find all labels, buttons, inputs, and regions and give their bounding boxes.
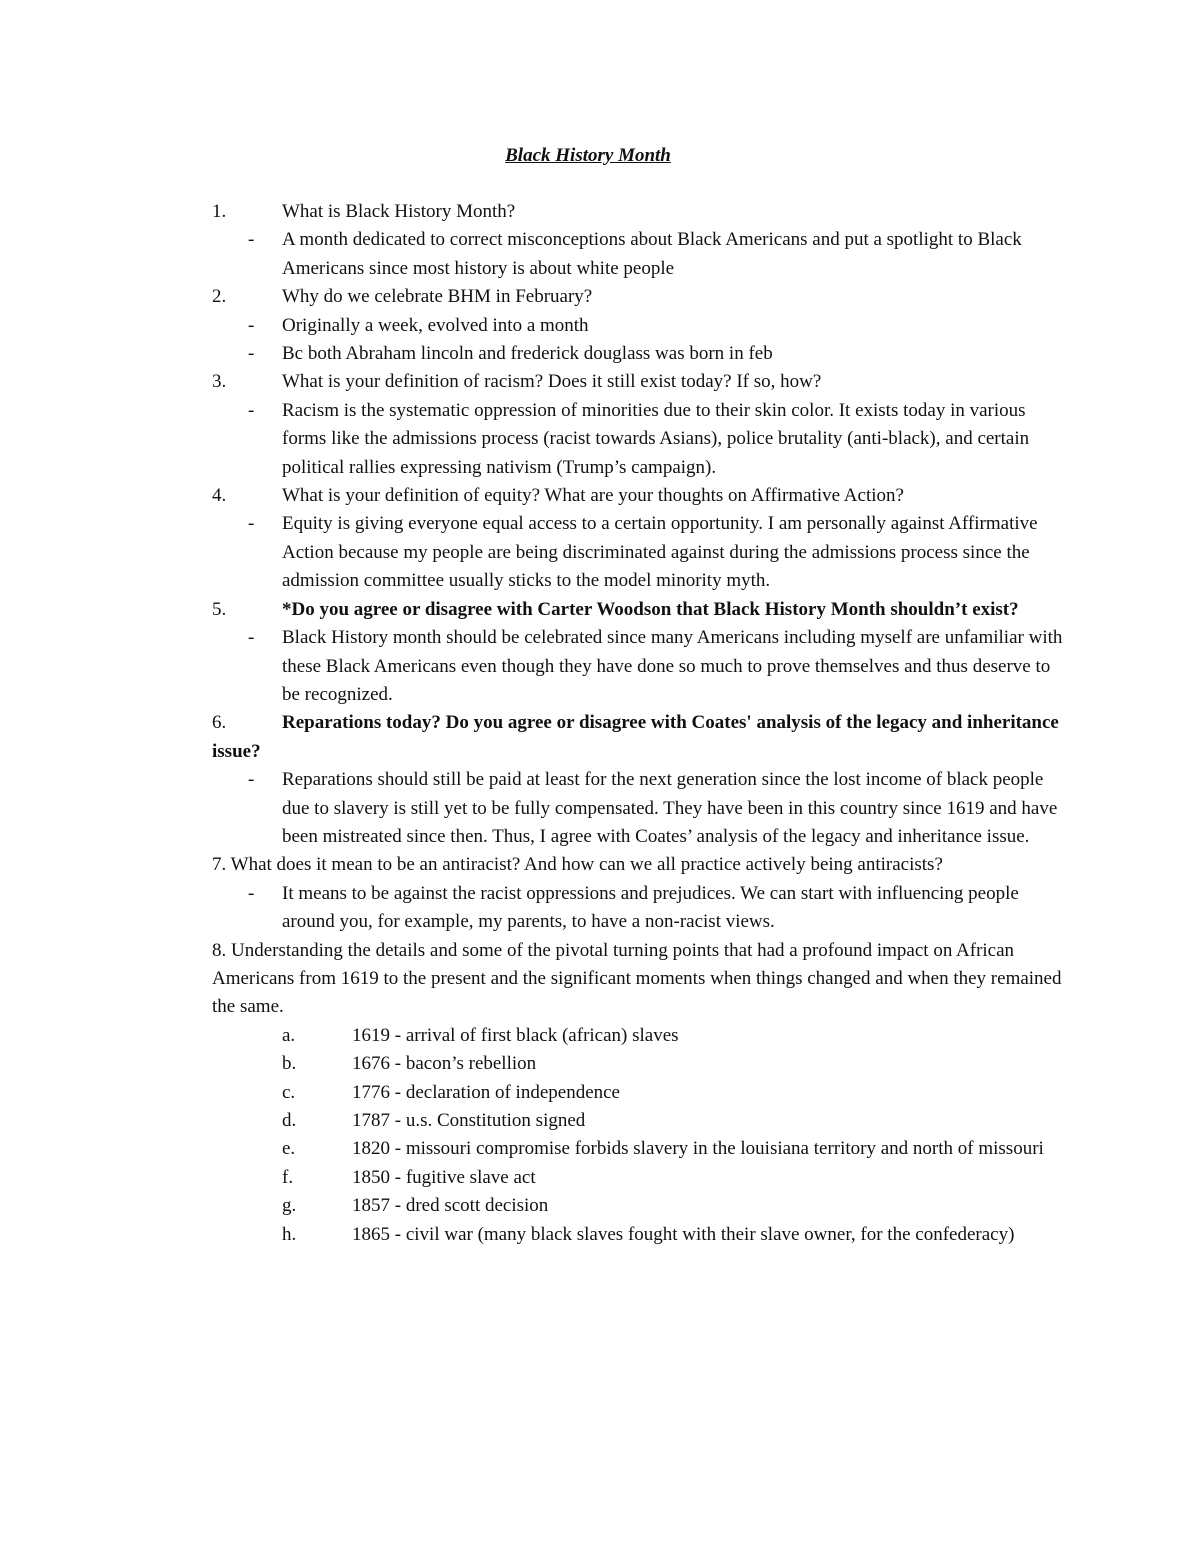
bullet-dash: - xyxy=(248,343,255,365)
question-text: Reparations today? Do you agree or disagree with Coates' analysis of the legacy and inheritance issue? xyxy=(212,712,1059,762)
bullet-dash: - xyxy=(248,314,255,336)
answer-1 xyxy=(212,226,1068,283)
question-3 xyxy=(212,368,1068,396)
item-text: 1865 - civil war (many black slaves fought with their slave owner, for the confederacy) xyxy=(352,1223,1015,1245)
answer-text: Equity is giving everyone equal access to a certain opportunity. I am personally against Affirmative Action because my people are being discriminated against during the admissions process since the admission committee usually sticks to the model minority myth. xyxy=(282,513,1038,592)
question-text: What is Black History Month? xyxy=(282,201,516,222)
item-text: 1776 - declaration of independence xyxy=(352,1081,620,1103)
timeline-item xyxy=(212,1107,1068,1135)
question-6 xyxy=(212,709,1068,766)
item-text: 1787 - u.s. Constitution signed xyxy=(352,1110,586,1131)
question-2 xyxy=(212,283,1068,311)
timeline-item xyxy=(212,1022,1068,1050)
item-letter: f. xyxy=(282,1166,294,1188)
question-number: 1. xyxy=(212,201,227,222)
question-text: Why do we celebrate BHM in February? xyxy=(282,286,593,308)
item-text: 1857 - dred scott decision xyxy=(352,1195,549,1217)
bullet-dash: - xyxy=(248,769,255,791)
question-number: 3. xyxy=(212,371,227,393)
question-5 xyxy=(212,596,1068,624)
bullet-dash: - xyxy=(248,399,255,421)
answer-text: Reparations should still be paid at least for the next generation since the lost income of black people due to slavery is still yet to be fully compensated. They have been in this country since 1619 and have been mistreated since then. Thus, I agree with Coates’ analysis of the legacy and inheritance issue. xyxy=(282,769,1058,847)
timeline-list xyxy=(212,1022,1068,1249)
item-text: 1676 - bacon’s rebellion xyxy=(352,1053,537,1075)
item-letter: h. xyxy=(282,1223,297,1245)
answer-2b xyxy=(212,340,1068,368)
question-number: 6. xyxy=(212,712,227,734)
answer-6 xyxy=(212,766,1068,851)
timeline-item xyxy=(282,1221,1068,1249)
answer-3 xyxy=(212,397,1068,482)
document-title: Black History Month xyxy=(505,145,671,166)
answer-text: A month dedicated to correct misconceptions about Black Americans and put a spotlight to Black Americans since most history is about white people xyxy=(282,229,1022,279)
answer-text: Racism is the systematic oppression of minorities due to their skin color. It exists today in various forms like the admissions process (racist towards Asians), police brutality (anti-black), and certain political rallies expressing nativism (Trump’s campaign). xyxy=(282,399,1030,478)
timeline-item xyxy=(212,1164,1068,1192)
question-number: 2. xyxy=(212,286,227,308)
answer-text: Originally a week, evolved into a month xyxy=(282,314,589,336)
item-letter: g. xyxy=(282,1195,297,1217)
item-letter: b. xyxy=(282,1053,297,1075)
timeline-item xyxy=(212,1079,1068,1107)
bullet-dash: - xyxy=(248,627,255,649)
answer-text: Bc both Abraham lincoln and frederick douglass was born in feb xyxy=(282,343,773,365)
question-text: What is your definition of equity? What are your thoughts on Affirmative Action? xyxy=(282,485,904,507)
answer-2a xyxy=(212,312,1068,340)
answer-text: Black History month should be celebrated since many Americans including myself are unfamiliar with these Black Americans even though they have done so much to prove themselves and thus deserve to be recognized. xyxy=(282,627,1063,705)
item-letter: c. xyxy=(282,1081,296,1103)
item-text: 1850 - fugitive slave act xyxy=(352,1166,536,1188)
question-text: What is your definition of racism? Does it still exist today? If so, how? xyxy=(282,371,822,393)
bullet-dash: - xyxy=(248,229,255,251)
bullet-dash: - xyxy=(248,882,255,904)
item-text: 1619 - arrival of first black (african) slaves xyxy=(352,1024,679,1046)
question-text: *Do you agree or disagree with Carter Woodson that Black History Month shouldn’t exist? xyxy=(282,598,1019,620)
question-7: 7. What does it mean to be an antiracist? And how can we all practice actively being antiracists? xyxy=(212,854,943,876)
question-number: 5. xyxy=(212,598,227,620)
answer-4 xyxy=(212,510,1068,595)
timeline-item xyxy=(212,1192,1068,1220)
question-1 xyxy=(212,198,1068,226)
bullet-dash: - xyxy=(248,513,255,535)
document-body xyxy=(212,198,1068,1249)
answer-7 xyxy=(212,880,1068,937)
question-number: 4. xyxy=(212,485,227,507)
item-letter: d. xyxy=(282,1110,297,1131)
answer-text: It means to be against the racist oppressions and prejudices. We can start with influencing people around you, for example, my parents, to have a non-racist views. xyxy=(282,882,1019,933)
question-8: 8. Understanding the details and some of the pivotal turning points that had a profound impact on African Americans from 1619 to the present and the significant moments when things changed and when they remained the same. xyxy=(212,939,1062,1018)
answer-5 xyxy=(212,624,1068,709)
item-text: 1820 - missouri compromise forbids slavery in the louisiana territory and north of missouri xyxy=(352,1138,1044,1160)
timeline-item xyxy=(212,1050,1068,1078)
question-4 xyxy=(212,482,1068,510)
item-letter: a. xyxy=(282,1024,296,1046)
timeline-item xyxy=(282,1135,1068,1163)
item-letter: e. xyxy=(282,1138,296,1160)
